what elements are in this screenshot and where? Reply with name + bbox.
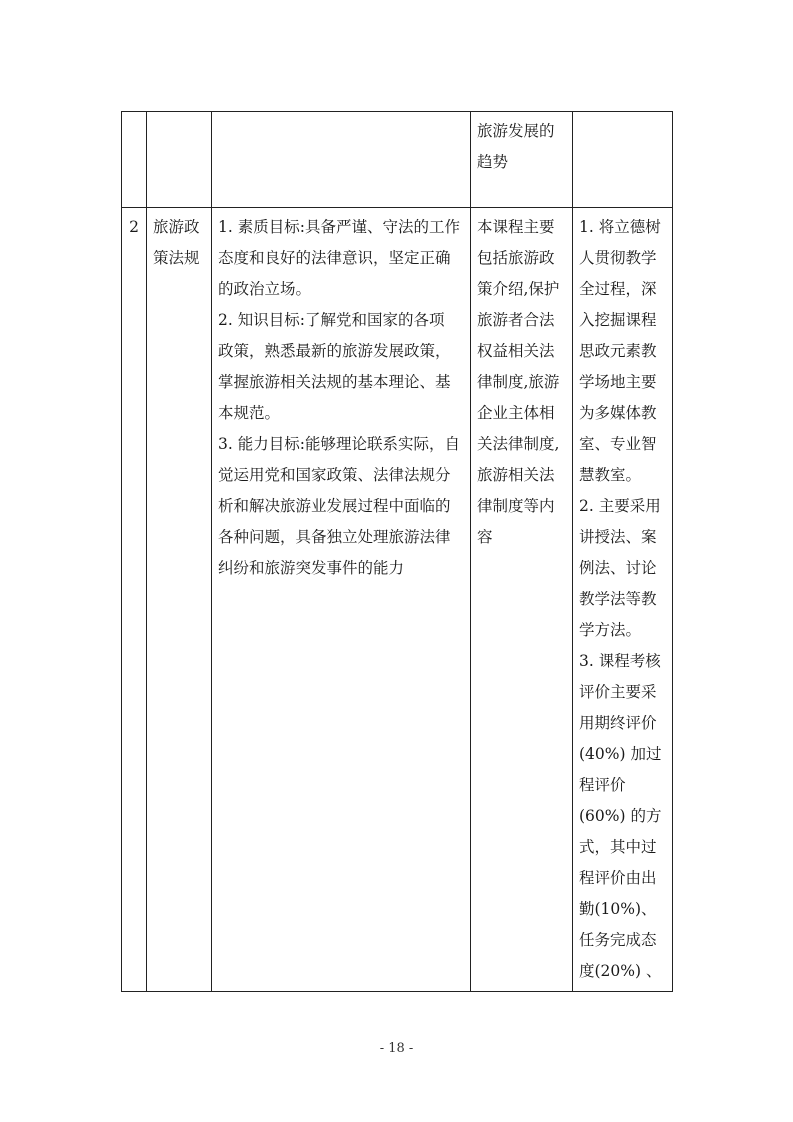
cell-text-line: 态度和良好的法律意识，坚定正确	[218, 249, 451, 267]
cell-text-line: 3. 能力目标:能够理论联系实际，自	[218, 435, 460, 453]
row-2-requirements	[573, 208, 673, 992]
cell-text-line: 律制度等内	[477, 497, 555, 515]
cell-text-line: 用期终评价	[579, 714, 657, 732]
cell-text-line: 2. 知识目标:了解党和国家的各项	[218, 311, 445, 329]
cell-text-line: 评价主要采	[579, 683, 657, 701]
course-table	[121, 111, 673, 992]
cell-text-line: 政策，熟悉最新的旅游发展政策，	[218, 342, 451, 360]
row-2-objectives	[212, 208, 471, 992]
row-1-content	[471, 112, 573, 208]
cell-text-line: 包括旅游政	[477, 249, 555, 267]
cell-text-line: 关法律制度,	[477, 435, 560, 453]
cell-text-line: 析和解决旅游业发展过程中面临的	[218, 497, 451, 515]
cell-text-line: 容	[477, 528, 493, 546]
cell-text-line: 纠纷和旅游突发事件的能力	[218, 559, 405, 577]
cell-text-line: 的政治立场。	[218, 280, 312, 298]
cell-text-line: 策介绍,保护	[477, 280, 560, 298]
cell-text-line: 学场地主要	[579, 373, 657, 391]
cell-text-line: 全过程，深	[579, 280, 657, 298]
row-1-course-name	[147, 112, 212, 208]
cell-text-line: 本课程主要	[477, 218, 555, 236]
cell-text-line: 度(20%) 、	[579, 962, 662, 980]
cell-text-line: 律制度,旅游	[477, 373, 560, 391]
table-row	[122, 208, 673, 992]
cell-text-line: 权益相关法	[477, 342, 555, 360]
row-1-number	[122, 112, 147, 208]
row-2-content	[471, 208, 573, 992]
row-1-requirements	[573, 112, 673, 208]
cell-text-line: 例法、讨论	[579, 559, 657, 577]
cell-text-line: 学方法。	[579, 621, 642, 639]
cell-text-line: 入挖掘课程	[579, 311, 657, 329]
cell-text-line: 1. 素质目标:具备严谨、守法的工作	[218, 218, 460, 236]
cell-text-line: (40%) 加过	[579, 745, 662, 763]
cell-text-line: 本规范。	[218, 404, 281, 422]
cell-text-line: 旅游相关法	[477, 466, 555, 484]
cell-text-line: (60%) 的方	[579, 807, 662, 825]
cell-text-line: 觉运用党和国家政策、法律法规分	[218, 466, 451, 484]
cell-text-line: 程评价由出	[579, 869, 657, 887]
cell-text-line: 策法规	[153, 249, 200, 267]
cell-text-line: 3. 课程考核	[579, 652, 661, 670]
cell-text-line: 讲授法、案	[579, 528, 657, 546]
table-row	[122, 112, 673, 208]
cell-text-line: 室、专业智	[579, 435, 657, 453]
cell-text-line: 慧教室。	[579, 466, 642, 484]
cell-text-line: 思政元素教	[579, 342, 657, 360]
page-number: - 18 -	[379, 1041, 414, 1056]
cell-text-line: 任务完成态	[579, 931, 657, 949]
cell-text-line: 旅游者合法	[477, 311, 555, 329]
cell-text-line: 为多媒体教	[579, 404, 657, 422]
cell-text-line: 程评价	[579, 776, 626, 794]
row-2-course-name	[147, 208, 212, 992]
cell-text-line: 1. 将立德树	[579, 218, 661, 236]
row-1-objectives	[212, 112, 471, 208]
cell-text-line: 趋势	[477, 153, 509, 171]
cell-text-line: 人贯彻教学	[579, 249, 657, 267]
row-2-number: 2	[122, 208, 147, 992]
cell-text-line: 旅游政	[153, 218, 200, 236]
cell-text-line: 勤(10%)、	[579, 900, 657, 918]
cell-text-line: 旅游发展的	[477, 122, 555, 140]
cell-text-line: 教学法等教	[579, 590, 657, 608]
cell-text-line: 企业主体相	[477, 404, 555, 422]
cell-text-line: 式，其中过	[579, 838, 657, 856]
cell-text-line: 2. 主要采用	[579, 497, 661, 515]
cell-text-line: 掌握旅游相关法规的基本理论、基	[218, 373, 451, 391]
cell-text-line: 各种问题，具备独立处理旅游法律	[218, 528, 451, 546]
